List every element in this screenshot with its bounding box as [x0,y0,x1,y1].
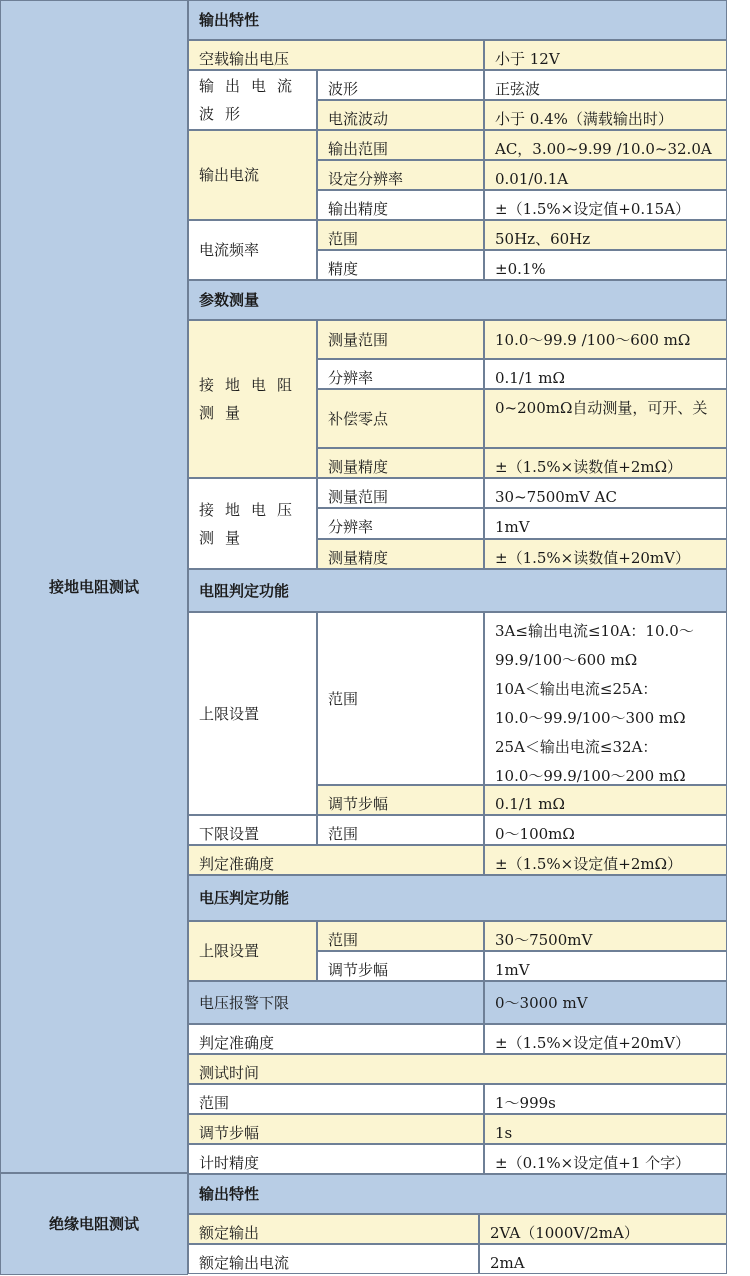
frequency-range-label: 范围 [317,220,484,250]
res-accuracy-value: ±（1.5%×读数值+2mΩ） [484,448,727,478]
volt-upper-label [188,921,317,981]
ripple-label: 电流波动 [317,100,484,130]
time-range-label: 范围 [188,1084,484,1114]
range-line: 10A＜输出电流≤25A： [495,680,658,698]
insulation-test-category [0,1173,188,1275]
section-heading-measure: 参数测量 [188,280,727,320]
output-accuracy-label: 输出精度 [317,190,484,220]
row-label: 上限设置 [199,942,260,960]
res-judge-accuracy-value: ±（1.5%×设定值+2mΩ） [484,845,727,875]
volt-judge-accuracy-value: ±（1.5%×设定值+20mV） [484,1024,727,1054]
volt-upper-range-value: 30～7500mV [484,921,727,951]
res-upper-label [188,612,317,815]
range-line: 3A≤输出电流≤10A：10.0～ [495,622,694,640]
frequency-label [188,220,317,280]
res-judge-accuracy-label: 判定准确度 [188,845,484,875]
res-upper-range-value [484,612,727,785]
noload-voltage-value: 小于 12V [484,40,727,70]
cell-text: 范围 [328,689,359,708]
test-time-label: 测试时间 [188,1054,727,1084]
row-label: 电流频率 [199,241,260,259]
section-heading-res-judge: 电阻判定功能 [188,569,727,612]
output-range-label: 输出范围 [317,130,484,160]
res-resolution-label: 分辨率 [317,359,484,389]
volt-resolution-value: 1mV [484,508,727,539]
res-accuracy-label: 测量精度 [317,448,484,478]
ground-voltage-label [188,478,317,569]
frequency-range-value: 50Hz、60Hz [484,220,727,250]
ground-resistance-label [188,320,317,478]
volt-judge-accuracy-label: 判定准确度 [188,1024,484,1054]
volt-upper-range-label: 范围 [317,921,484,951]
range-line: 99.9/100～600 mΩ [495,651,638,669]
res-lower-range-value: 0～100mΩ [484,815,727,845]
volt-upper-step-value: 1mV [484,951,727,981]
rated-output-value: 2VA（1000V/2mA） [479,1214,727,1244]
rated-output-label: 额定输出 [188,1214,479,1244]
frequency-accuracy-label: 精度 [317,250,484,280]
range-line: 25A＜输出电流≤32A： [495,738,658,756]
timing-accuracy-label: 计时精度 [188,1144,484,1174]
cell-text: 测量范围 [328,330,389,349]
volt-alarm-label [188,981,484,1024]
zero-comp-label [317,389,484,448]
res-upper-step-label: 调节步幅 [317,785,484,815]
volt-alarm-value [484,981,727,1024]
time-step-value: 1s [484,1114,727,1144]
range-line: 10.0～99.9/100～200 mΩ [495,767,686,785]
res-upper-range-label [317,612,484,785]
cell-text: 电压报警下限 [199,993,290,1012]
output-accuracy-value: ±（1.5%×设定值+0.15A） [484,190,727,220]
frequency-accuracy-value: ±0.1% [484,250,727,280]
row-label: 输出电流波形 [199,77,304,123]
set-resolution-label: 设定分辨率 [317,160,484,190]
cell-text: 0～3000 mV [495,993,588,1012]
time-range-value: 1～999s [484,1084,727,1114]
section-heading-volt-judge: 电压判定功能 [188,875,727,921]
row-label: 输出电流 [199,166,260,184]
volt-accuracy-value: ±（1.5%×读数值+20mV） [484,539,727,569]
volt-range-value: 30~7500mV AC [484,478,727,508]
time-step-label: 调节步幅 [188,1114,484,1144]
rated-current-value: 2mA [479,1244,727,1274]
row-label: 接地电阻测量 [199,376,304,422]
row-label: 上限设置 [199,704,260,723]
current-waveform-label [188,70,317,130]
volt-range-label: 测量范围 [317,478,484,508]
volt-upper-step-label: 调节步幅 [317,951,484,981]
waveform-label: 波形 [317,70,484,100]
res-range-value [484,320,727,359]
volt-accuracy-label: 测量精度 [317,539,484,569]
category-label: 绝缘电阻测试 [48,1215,139,1233]
cell-text: 10.0～99.9 /100～600 mΩ [495,330,691,349]
rated-current-label: 额定输出电流 [188,1244,479,1274]
res-range-label [317,320,484,359]
res-lower-label: 下限设置 [188,815,317,845]
waveform-value: 正弦波 [484,70,727,100]
row-label: 接地电压测量 [199,500,304,547]
category-label: 接地电阻测试 [48,577,139,596]
output-current-label [188,130,317,220]
set-resolution-value: 0.01/0.1A [484,160,727,190]
section-heading-output: 输出特性 [188,0,727,40]
range-line: 10.0～99.9/100～300 mΩ [495,709,686,727]
section-heading-insulation-output: 输出特性 [188,1174,727,1214]
timing-accuracy-value: ±（0.1%×设定值+1 个字） [484,1144,727,1174]
volt-resolution-label: 分辨率 [317,508,484,539]
res-lower-range-label: 范围 [317,815,484,845]
res-upper-step-value: 0.1/1 mΩ [484,785,727,815]
noload-voltage-label: 空载输出电压 [188,40,484,70]
output-range-value: AC，3.00~9.99 /10.0~32.0A [484,130,727,160]
ground-test-category [0,0,188,1173]
ripple-value: 小于 0.4%（满载输出时） [484,100,727,130]
cell-text: 补偿零点 [328,409,389,428]
res-resolution-value: 0.1/1 mΩ [484,359,727,389]
zero-comp-value: 0~200mΩ自动测量，可开、关 [484,389,727,448]
